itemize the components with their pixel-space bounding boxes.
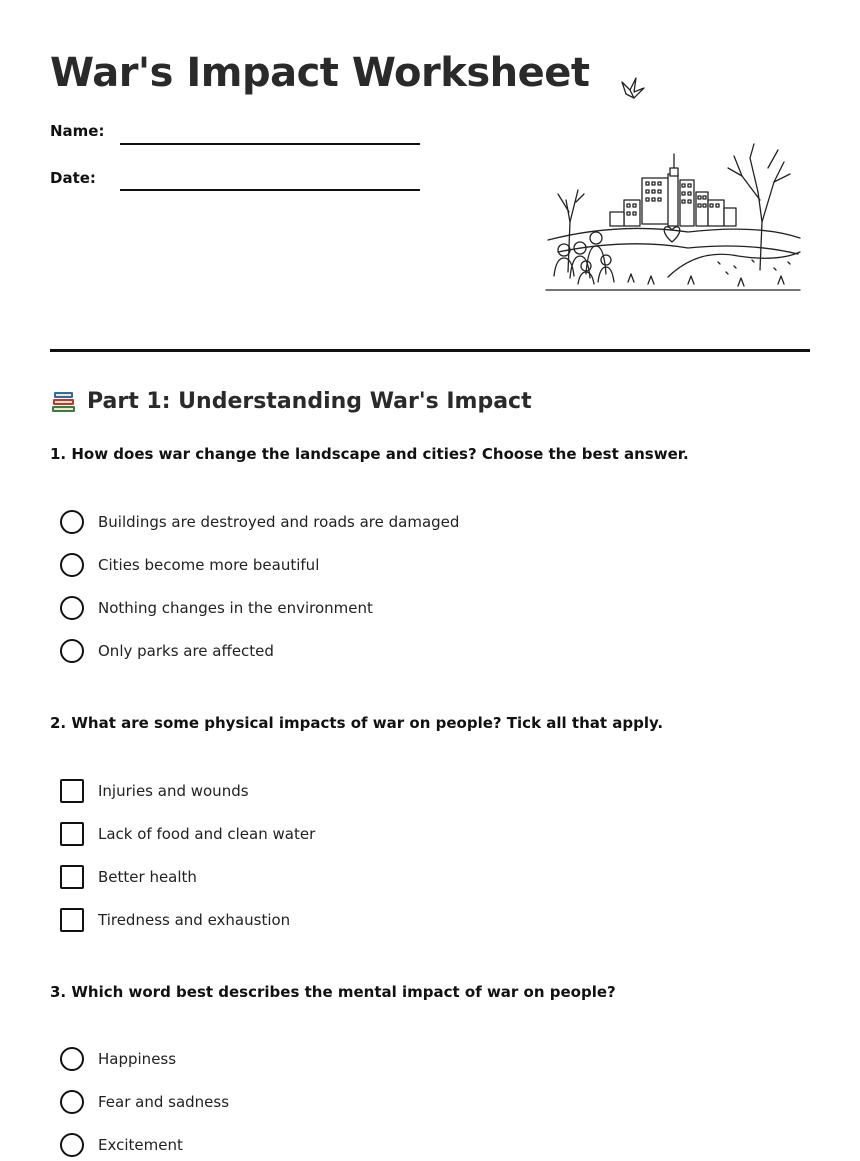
city-illustration [538, 72, 806, 298]
radio-button[interactable] [60, 1090, 84, 1114]
radio-button[interactable] [60, 1133, 84, 1157]
option-label: Excitement [98, 1136, 183, 1154]
option-label: Only parks are affected [98, 642, 274, 660]
q2-option-1[interactable] [60, 779, 249, 803]
option-label: Cities become more beautiful [98, 556, 320, 574]
checkbox[interactable] [60, 865, 84, 889]
option-label: Happiness [98, 1050, 177, 1068]
option-label: Buildings are destroyed and roads are damaged [98, 513, 460, 531]
q3-option-2[interactable] [60, 1090, 229, 1114]
q2-option-4[interactable] [60, 908, 290, 932]
date-label: Date: [50, 169, 96, 187]
section-title-text: Part 1: Understanding War's Impact [87, 388, 532, 414]
skyline-icon [610, 154, 736, 226]
question-3: 3. Which word best describes the mental impact of war on people? [50, 983, 616, 1001]
option-label: Lack of food and clean water [98, 825, 316, 843]
option-label: Fear and sadness [98, 1093, 230, 1111]
q2-option-3[interactable] [60, 865, 197, 889]
q2-option-2[interactable] [60, 822, 315, 846]
checkbox[interactable] [60, 822, 84, 846]
option-label: Injuries and wounds [98, 782, 249, 800]
radio-button[interactable] [60, 553, 84, 577]
radio-button[interactable] [60, 639, 84, 663]
books-icon [50, 388, 77, 414]
radio-button[interactable] [60, 596, 84, 620]
q1-option-1[interactable] [60, 510, 459, 534]
option-label: Nothing changes in the environment [98, 599, 373, 617]
name-field[interactable] [120, 143, 420, 145]
question-1: 1. How does war change the landscape and cities? Choose the best answer. [50, 445, 689, 463]
question-2: 2. What are some physical impacts of war on people? Tick all that apply. [50, 714, 664, 732]
q1-option-3[interactable] [60, 596, 373, 620]
page-title: War's Impact Worksheet [50, 50, 590, 96]
bird-icon [622, 78, 644, 98]
radio-button[interactable] [60, 510, 84, 534]
date-field[interactable] [120, 189, 420, 191]
q3-option-3[interactable] [60, 1133, 183, 1157]
q1-option-4[interactable] [60, 639, 274, 663]
name-label: Name: [50, 122, 105, 140]
q3-option-1[interactable] [60, 1047, 176, 1071]
divider [50, 349, 810, 352]
checkbox[interactable] [60, 908, 84, 932]
option-label: Tiredness and exhaustion [98, 911, 291, 929]
tree-icon [558, 190, 584, 272]
radio-button[interactable] [60, 1047, 84, 1071]
section-title-part1 [50, 388, 532, 414]
family-icon [554, 232, 614, 284]
option-label: Better health [98, 868, 197, 886]
checkbox[interactable] [60, 779, 84, 803]
tree-icon [728, 144, 790, 270]
q1-option-2[interactable] [60, 553, 319, 577]
